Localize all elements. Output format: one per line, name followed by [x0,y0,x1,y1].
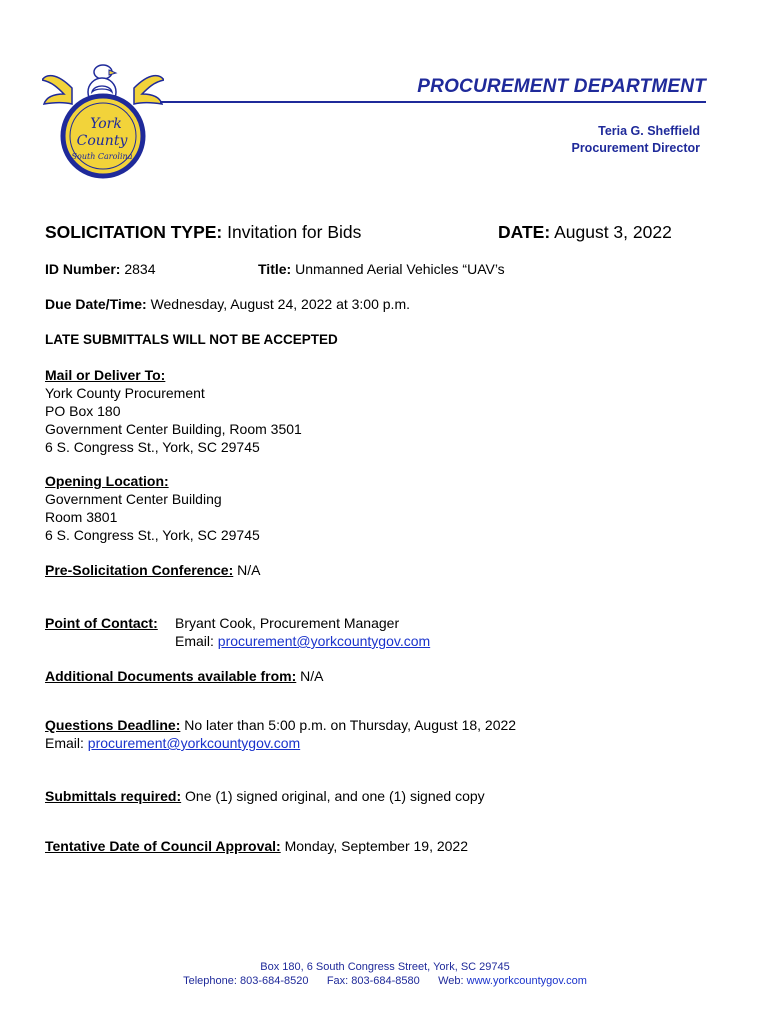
pre-solicitation-label: Pre-Solicitation Conference: [45,562,234,578]
mail-line: PO Box 180 [45,403,121,419]
title-label: Title: [258,261,292,277]
opening-line: 6 S. Congress St., York, SC 29745 [45,527,260,543]
footer [0,960,770,988]
footer-web-link[interactable]: www.yorkcountygov.com [466,975,587,987]
mail-line: Government Center Building, Room 3501 [45,421,302,437]
questions-deadline-value: No later than 5:00 p.m. on Thursday, August 18, 2022 [184,717,517,733]
questions-deadline-label: Questions Deadline: [45,717,181,733]
footer-fax: Fax: 803-684-8580 [326,975,420,987]
footer-web-label: Web: [438,975,464,987]
due-date [45,295,410,313]
submittals-required [45,787,485,805]
additional-documents-value: N/A [300,668,324,684]
contact-email-row [175,632,430,650]
questions-section [45,716,516,752]
point-of-contact-label: Point of Contact: [45,615,158,631]
late-submittals-notice: LATE SUBMITTALS WILL NOT BE ACCEPTED [45,332,338,347]
logo-text-county: County [76,133,128,149]
id-number-label: ID Number: [45,261,121,277]
council-approval-value: Monday, September 19, 2022 [284,838,469,854]
id-number [45,260,156,278]
mail-heading: Mail or Deliver To: [45,367,166,383]
title-value: Unmanned Aerial Vehicles “UAV’s [295,261,505,277]
due-date-label: Due Date/Time: [45,296,147,312]
logo-text-state: South Carolina [71,152,133,161]
solicitation-title [258,260,505,278]
department-title: PROCUREMENT DEPARTMENT [417,76,706,97]
due-date-value: Wednesday, August 24, 2022 at 3:00 p.m. [150,296,410,312]
contact-email-link[interactable]: procurement@yorkcountygov.com [217,633,431,649]
opening-section [45,472,260,544]
contact-name: Bryant Cook, Procurement Manager [175,615,400,631]
mail-line: 6 S. Congress St., York, SC 29745 [45,439,260,455]
solicitation-type [45,222,361,243]
director-title: Procurement Director [571,141,700,155]
contact-email-label: Email: [175,633,214,649]
logo-text-york: York [90,116,122,132]
mail-line: York County Procurement [45,385,205,401]
solicitation-type-label: SOLICITATION TYPE: [45,222,223,242]
submittals-label: Submittals required: [45,788,182,804]
opening-heading: Opening Location: [45,473,169,489]
director-name: Teria G. Sheffield [598,124,700,138]
date-value: August 3, 2022 [554,222,672,242]
mail-section [45,366,302,456]
solicitation-type-value: Invitation for Bids [227,222,362,242]
questions-email-link[interactable]: procurement@yorkcountygov.com [87,735,301,751]
council-approval-label: Tentative Date of Council Approval: [45,838,281,854]
footer-telephone: Telephone: 803-684-8520 [183,975,309,987]
date-label: DATE: [498,222,551,242]
opening-line: Government Center Building [45,491,222,507]
header-divider [160,101,706,103]
point-of-contact [175,614,430,650]
id-number-value: 2834 [124,261,156,277]
opening-line: Room 3801 [45,509,118,525]
questions-email-label: Email: [45,735,84,751]
submittals-value: One (1) signed original, and one (1) signed copy [185,788,485,804]
pre-solicitation [45,561,261,579]
solicitation-date [498,222,672,243]
additional-documents [45,667,324,685]
pre-solicitation-value: N/A [237,562,261,578]
council-approval [45,837,468,855]
footer-contact-row [0,974,770,988]
additional-documents-label: Additional Documents available from: [45,668,297,684]
footer-address: Box 180, 6 South Congress Street, York, SC 29745 [260,961,510,973]
york-county-seal-logo [42,58,164,180]
